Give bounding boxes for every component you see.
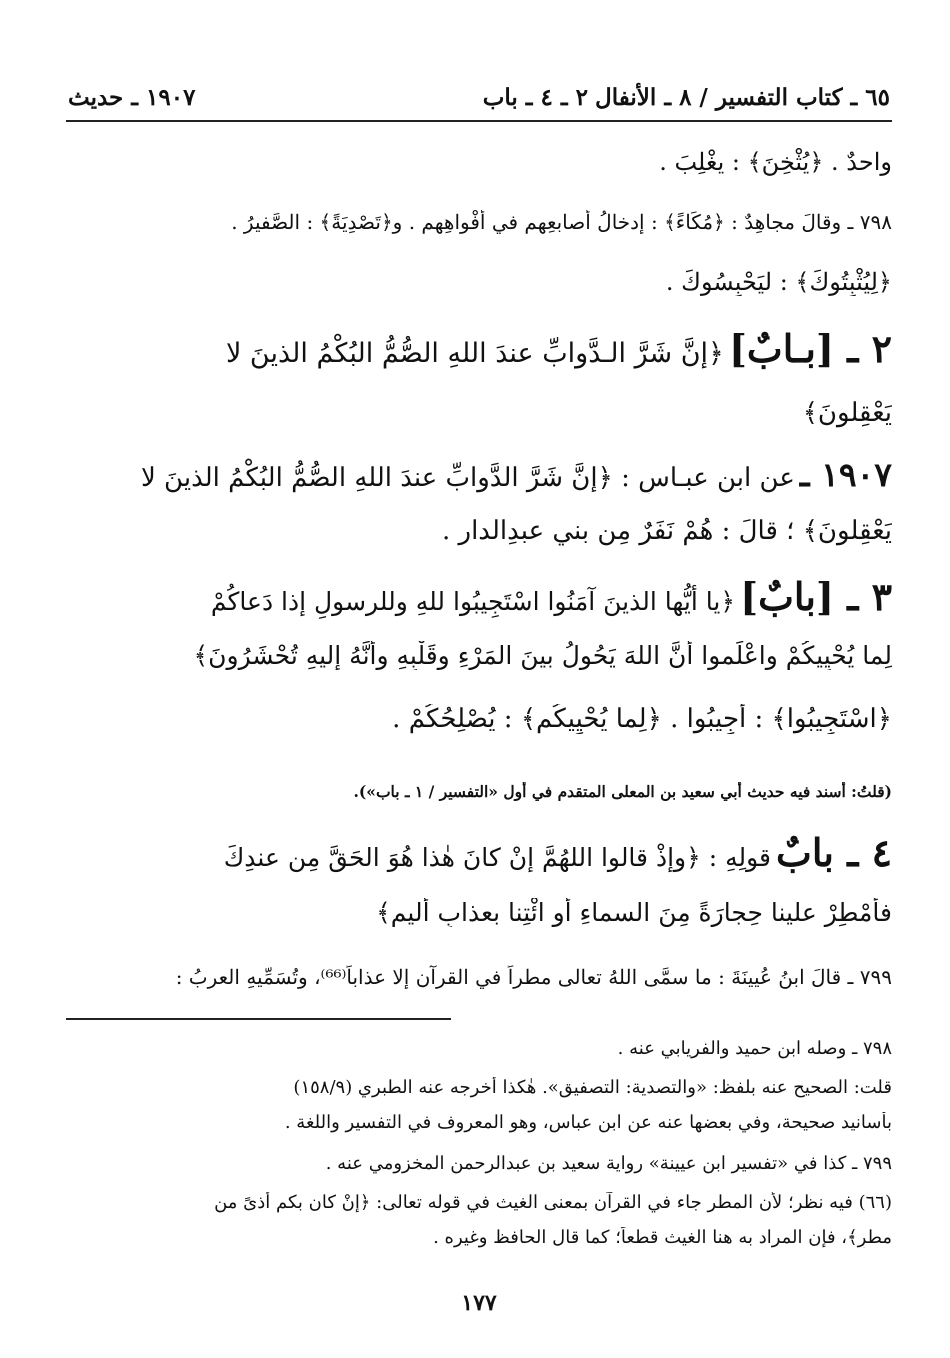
header-hadith-number: ١٩٠٧ ـ حديث <box>68 84 196 111</box>
bab-label: ٢ ـ [بـابٌ] <box>728 326 892 371</box>
running-header <box>66 60 892 122</box>
section-heading-bab-2 <box>66 326 892 371</box>
verse-continuation: يَعْقِلونَ﴾ <box>802 398 892 428</box>
footnote-line: (٦٦) فيه نظر؛ لأن المطر جاء في القرآن بمعنى الغيث في قوله تعالى: ﴿إنْ كان بكم أذىً من <box>214 1192 892 1213</box>
book-page <box>66 60 892 1358</box>
bab-label: ٣ ـ [بابٌ] <box>740 574 892 619</box>
verse-continuation: فأمْطِرْ علينا حِجارَةً مِنَ السماءِ أوِ ائْتِنا بعذابٍ أليمٍ﴾ <box>376 898 892 927</box>
athar-799: ٧٩٩ ـ قالَ ابنُ عُيينَةَ : ما سمَّى اللهُ تعالى مطراً في القرآنِ إلا عذاباً⁽⁶⁶⁾، وتُسَمِّيهِ العربُ : <box>175 965 892 989</box>
verse-text: قولِهِ : ﴿وإذْ قالوا اللهُمَّ إنْ كانَ هٰذا هُوَ الحَقَّ مِن عندِكَ <box>223 843 771 872</box>
footnote-separator <box>66 1018 451 1020</box>
section-heading-bab-4 <box>66 830 892 875</box>
header-section: ٢ ـ ٤ ـ باب <box>482 84 588 111</box>
text-line: ﴿لِيُثْبِتُوكَ﴾ : ليَحْبِسُوكَ . <box>665 268 892 296</box>
verse-text: ﴿يا أيُّها الذينَ آمَنُوا اسْتَجِيبُوا للهِ وللرسولِ إذا دَعاكُمْ <box>210 587 735 616</box>
hadith-number: ١٩٠٧ ـ <box>799 455 892 494</box>
page-number: ١٧٧ <box>461 1290 497 1316</box>
footnote-line: قلت: الصحيح عنه بلفظ: «والتصدية: التصفيق». هٰكذا أخرجه عنه الطبري (١٥٨/٩) <box>293 1077 892 1098</box>
section-heading-bab-3 <box>66 574 892 619</box>
text-line: واحدٌ . ﴿يُثْخِنَ﴾ : يغْلِبَ . <box>659 148 892 176</box>
footnote-line: ٧٩٨ ـ وصله ابن حميد والفريابي عنه . <box>617 1038 892 1059</box>
verse-text: ﴿إنَّ شَرَّ الـدَّوابِّ عندَ اللهِ الصُّمُّ البُكْمُ الذينَ لا <box>225 338 724 369</box>
footnote-line: مطرٍ﴾، فإن المراد به هنا الغيث قطعاً؛ كما قال الحافظ وغيره . <box>433 1227 892 1248</box>
text-line: ٧٩٨ ـ وقالَ مجاهِدٌ : ﴿مُكَاءً﴾ : إدخالُ أصابعِهم في أفْواهِهِم . و﴿تَصْدِيَةً﴾ : الصَّفيرُ . <box>231 210 892 234</box>
verse-gloss: ﴿اسْتَجِيبُوا﴾ : أجِيبُوا . ﴿لِما يُحْيِيكُم﴾ : يُصْلِحُكُمْ . <box>392 704 892 734</box>
editor-note: (قلتُ: أسند فيه حديث أبي سعيد بن المعلى المتقدم في أول «التفسير / ١ ـ باب»). <box>353 782 892 801</box>
bab-label: ٤ ـ بابٌ <box>776 830 892 875</box>
header-chapter: ٦٥ ـ كتاب التفسير / ٨ ـ الأنفال <box>595 84 890 111</box>
verse-continuation: لِما يُحْيِيكُمْ واعْلَموا أنَّ اللهَ يَحُولُ بينَ المَرْءِ وقَلْبِهِ وأنَّهُ إليهِ تُحْشَرُونَ﴾ <box>193 641 892 670</box>
hadith-continuation: يَعْقِلونَ﴾ ؛ قالَ : هُمْ نَفَرٌ مِن بني عبدِالدارِ . <box>441 516 892 546</box>
footnote-line: ٧٩٩ ـ كذا في «تفسير ابن عيينة» رواية سعيد بن عبدالرحمن المخزومي عنه . <box>325 1153 892 1174</box>
hadith-1907 <box>66 455 892 494</box>
hadith-text: عن ابنِ عبـاسٍ : ﴿إنَّ شَرَّ الدَّوابِّ عندَ اللهِ الصُّمُّ البُكْمُ الذينَ لا <box>140 463 795 493</box>
footnote-line: بأسانيد صحيحة، وفي بعضها عنه عن ابن عباس، وهو المعروف في التفسير واللغة . <box>284 1112 892 1133</box>
